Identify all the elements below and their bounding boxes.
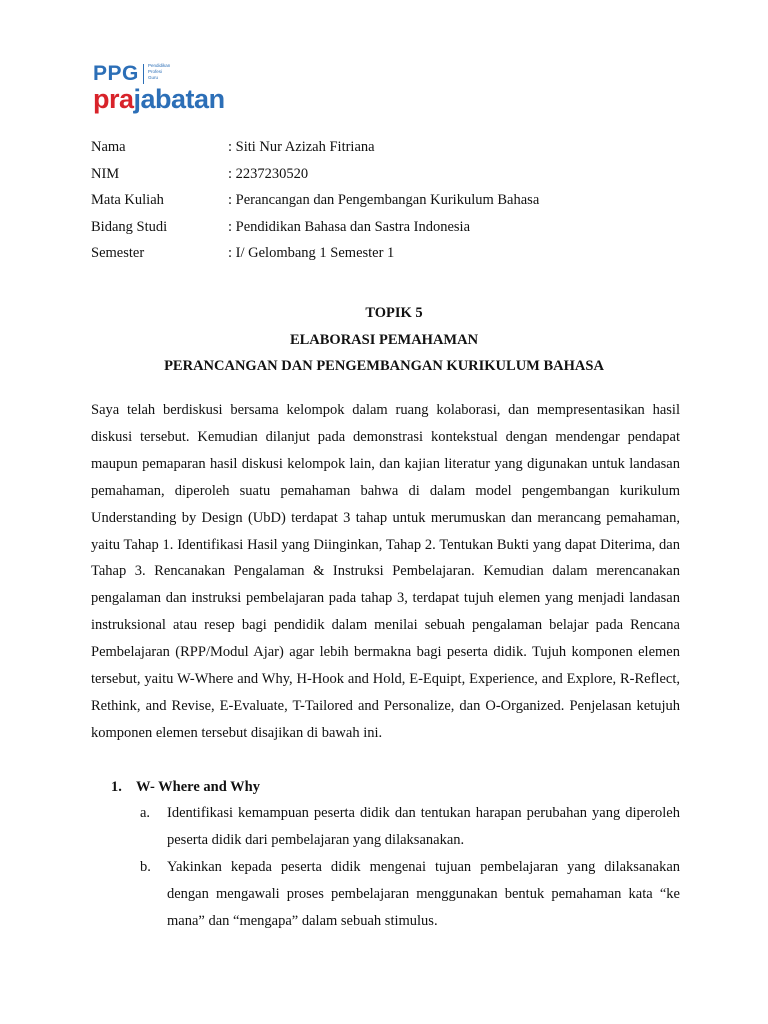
- document-title-block: [0, 300, 768, 380]
- elaboration-title: ELABORASI PEMAHAMAN: [289, 331, 479, 348]
- list-item: [140, 800, 680, 854]
- identity-value: : Pendidikan Bahasa dan Sastra Indonesia: [228, 218, 471, 235]
- body-paragraph: Saya telah berdiskusi bersama kelompok dalam ruang kolaborasi, dan mempresentasikan hasil diskusi tersebut. Kemudian dilanjut pada demonstrasi kontekstual dengan mendengar pendapat maupun pemaparan hasil diskusi kelompok lain, dan kajian literatur yang digunakan untuk landasan pemahaman, diperoleh suatu pemahaman bahwa di dalam model pengembangan kurikulum Understanding by Design (UbD) terdapat 3 tahap untuk merumuskan dan merancang pemahaman, yaitu Tahap 1. Identifikasi Hasil yang Diinginkan, Tahap 2. Tentukan Bukti yang dapat Diterima, dan Tahap 3. Rencanakan Pengalaman & Instruksi Pembelajaran. Kemudian dalam merencanakan pengalaman dan instruksi pembelajaran pada tahap 3, terdapat tujuh elemen yang menjadi landasan instruksional atau resep bagi pendidik dalam menilai sebuah pengalaman belajar pada Rencana Pembelajaran (RPP/Modul Ajar) agar lebih bermakna bagi peserta didik. Tujuh komponen elemen tersebut, yaitu W-Where and Why, H-Hook and Hold, E-Equipt, Experience, and Explore, R-Reflect, Rethink, and Revise, E-Evaluate, T-Tailored and Personalize, dan O-Organized. Penjelasan ketujuh komponen elemen tersebut disajikan di bawah ini.: [91, 402, 680, 741]
- identity-label: Bidang Studi: [91, 218, 168, 235]
- logo-small-line: Profesi: [148, 69, 163, 74]
- list-item: [140, 854, 680, 935]
- logo-wordmark: [93, 84, 225, 114]
- logo-divider: [143, 64, 144, 84]
- section-number: 1.: [111, 779, 122, 795]
- logo-word-pra: pra: [93, 84, 134, 114]
- identity-table: [91, 134, 691, 267]
- section-heading-1: [111, 774, 260, 800]
- identity-value: : 2237230520: [228, 165, 309, 182]
- identity-row-nama: [91, 134, 691, 161]
- logo-small-line: Guru: [148, 75, 159, 80]
- list-item-text: Yakinkan kepada peserta didik mengenai tujuan pembelajaran yang dilaksanakan dengan mengawali proses pembelajaran menggunakan bentuk pemahaman kata “ke mana” dan “mengapa” dalam sebuah stimulus.: [167, 858, 680, 929]
- identity-label: NIM: [91, 165, 120, 182]
- identity-label: Semester: [91, 245, 145, 261]
- identity-label: Nama: [91, 139, 126, 155]
- identity-row-nim: [91, 161, 691, 188]
- identity-value: : Perancangan dan Pengembangan Kurikulum Bahasa: [228, 192, 540, 208]
- list-item-letter: a.: [140, 805, 151, 821]
- identity-label: Mata Kuliah: [91, 192, 164, 208]
- course-title: PERANCANGAN DAN PENGEMBANGAN KURIKULUM BAHASA: [164, 358, 604, 374]
- identity-row-bidang-studi: [91, 214, 691, 241]
- logo-small-text: [148, 63, 170, 81]
- identity-row-mata-kuliah: [91, 187, 691, 214]
- list-item-text: Identifikasi kemampuan peserta didik dan tentukan harapan perubahan yang diperoleh peserta didik dari pembelajaran yang dilaksanakan.: [167, 805, 680, 848]
- section-title: W- Where and Why: [136, 779, 260, 795]
- logo-word-jabatan: jabatan: [133, 84, 225, 114]
- list-item-letter: b.: [140, 858, 151, 875]
- identity-value: : I/ Gelombang 1 Semester 1: [228, 245, 395, 261]
- logo-small-line: Pendidikan: [148, 63, 171, 68]
- identity-row-semester: [91, 240, 691, 267]
- ppg-prajabatan-logo: [93, 62, 223, 118]
- logo-ppg-text: PPG: [93, 62, 139, 85]
- section-1-list: [140, 800, 680, 935]
- identity-value: : Siti Nur Azizah Fitriana: [228, 139, 375, 155]
- topic-title: TOPIK 5: [365, 305, 423, 321]
